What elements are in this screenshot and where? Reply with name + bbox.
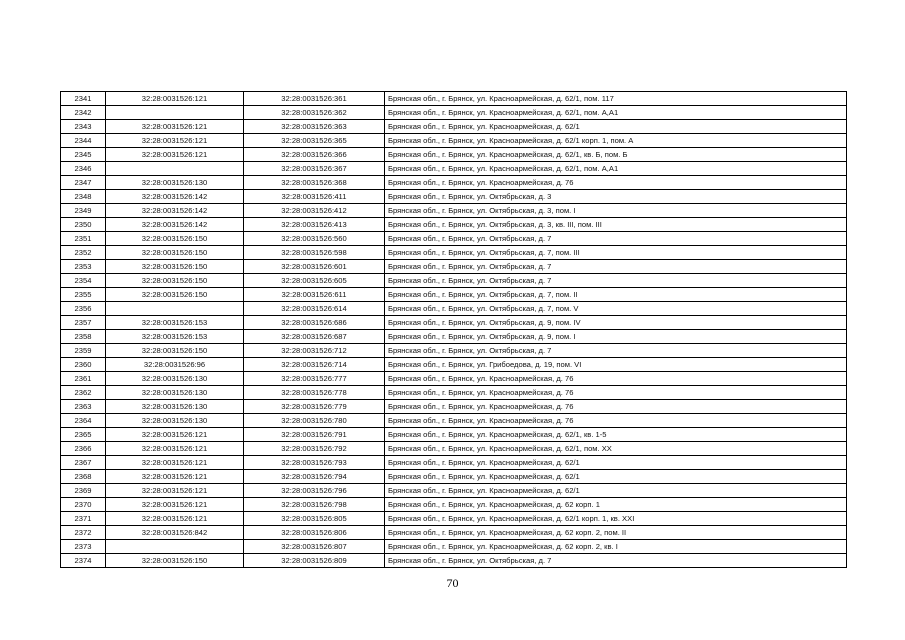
address-cell: Брянская обл., г. Брянск, ул. Октябрьская, д. 3, кв. III, пом. III [385,218,847,232]
parcel-number-cell: 32:28:0031526:142 [106,190,244,204]
object-number-cell: 32:28:0031526:412 [244,204,385,218]
table-row [61,190,847,204]
parcel-number-cell: 32:28:0031526:150 [106,232,244,246]
cadastral-table [60,91,847,568]
row-number-cell: 2364 [61,414,106,428]
object-number-cell: 32:28:0031526:365 [244,134,385,148]
row-number-cell: 2358 [61,330,106,344]
parcel-number-cell: 32:28:0031526:130 [106,176,244,190]
table-row [61,134,847,148]
address-cell: Брянская обл., г. Брянск, ул. Красноармейская, д. 62/1 [385,470,847,484]
address-cell: Брянская обл., г. Брянск, ул. Октябрьская, д. 7 [385,554,847,568]
row-number-cell: 2353 [61,260,106,274]
parcel-number-cell: 32:28:0031526:142 [106,218,244,232]
row-number-cell: 2348 [61,190,106,204]
address-cell: Брянская обл., г. Брянск, ул. Октябрьская, д. 7 [385,232,847,246]
row-number-cell: 2344 [61,134,106,148]
parcel-number-cell: 32:28:0031526:121 [106,470,244,484]
object-number-cell: 32:28:0031526:611 [244,288,385,302]
object-number-cell: 32:28:0031526:413 [244,218,385,232]
parcel-number-cell: 32:28:0031526:150 [106,344,244,358]
table-row [61,358,847,372]
table-row [61,316,847,330]
table-row [61,442,847,456]
parcel-number-cell: 32:28:0031526:150 [106,246,244,260]
row-number-cell: 2365 [61,428,106,442]
parcel-number-cell [106,302,244,316]
table-row [61,498,847,512]
address-cell: Брянская обл., г. Брянск, ул. Красноармейская, д. 62/1, кв. 1-5 [385,428,847,442]
parcel-number-cell: 32:28:0031526:130 [106,414,244,428]
table-row [61,120,847,134]
table-row [61,414,847,428]
row-number-cell: 2346 [61,162,106,176]
table-row [61,400,847,414]
table-row [61,386,847,400]
table-row [61,302,847,316]
parcel-number-cell: 32:28:0031526:121 [106,92,244,106]
cadastral-table-body [61,92,847,568]
row-number-cell: 2355 [61,288,106,302]
table-row [61,246,847,260]
row-number-cell: 2350 [61,218,106,232]
row-number-cell: 2359 [61,344,106,358]
parcel-number-cell: 32:28:0031526:121 [106,134,244,148]
parcel-number-cell: 32:28:0031526:150 [106,260,244,274]
address-cell: Брянская обл., г. Брянск, ул. Октябрьская, д. 7 [385,260,847,274]
parcel-number-cell: 32:28:0031526:842 [106,526,244,540]
page-number: 70 [446,576,459,590]
table-row [61,526,847,540]
address-cell: Брянская обл., г. Брянск, ул. Октябрьская, д. 7, пом. III [385,246,847,260]
row-number-cell: 2347 [61,176,106,190]
table-row [61,232,847,246]
table-row [61,484,847,498]
object-number-cell: 32:28:0031526:805 [244,512,385,526]
object-number-cell: 32:28:0031526:793 [244,456,385,470]
object-number-cell: 32:28:0031526:714 [244,358,385,372]
table-row [61,372,847,386]
parcel-number-cell: 32:28:0031526:121 [106,442,244,456]
parcel-number-cell [106,540,244,554]
address-cell: Брянская обл., г. Брянск, ул. Октябрьская, д. 7, пом. II [385,288,847,302]
table-row [61,470,847,484]
address-cell: Брянская обл., г. Брянск, ул. Красноармейская, д. 62/1 корп. 1, пом. А [385,134,847,148]
address-cell: Брянская обл., г. Брянск, ул. Октябрьская, д. 9, пом. IV [385,316,847,330]
object-number-cell: 32:28:0031526:368 [244,176,385,190]
address-cell: Брянская обл., г. Брянск, ул. Октябрьская, д. 3 [385,190,847,204]
address-cell: Брянская обл., г. Брянск, ул. Красноармейская, д. 62/1 [385,484,847,498]
object-number-cell: 32:28:0031526:807 [244,540,385,554]
address-cell: Брянская обл., г. Брянск, ул. Красноармейская, д. 62/1, кв. Б, пом. Б [385,148,847,162]
row-number-cell: 2349 [61,204,106,218]
address-cell: Брянская обл., г. Брянск, ул. Красноармейская, д. 62/1 корп. 1, кв. XXI [385,512,847,526]
row-number-cell: 2342 [61,106,106,120]
parcel-number-cell: 32:28:0031526:96 [106,358,244,372]
table-row [61,330,847,344]
table-row [61,456,847,470]
row-number-cell: 2369 [61,484,106,498]
address-cell: Брянская обл., г. Брянск, ул. Красноармейская, д. 62 корп. 2, пом. II [385,526,847,540]
parcel-number-cell: 32:28:0031526:130 [106,386,244,400]
address-cell: Брянская обл., г. Брянск, ул. Красноармейская, д. 62/1 [385,456,847,470]
table-row [61,106,847,120]
object-number-cell: 32:28:0031526:794 [244,470,385,484]
row-number-cell: 2357 [61,316,106,330]
row-number-cell: 2371 [61,512,106,526]
table-row [61,204,847,218]
row-number-cell: 2367 [61,456,106,470]
object-number-cell: 32:28:0031526:366 [244,148,385,162]
parcel-number-cell: 32:28:0031526:153 [106,330,244,344]
table-row [61,540,847,554]
address-cell: Брянская обл., г. Брянск, ул. Октябрьская, д. 7 [385,344,847,358]
object-number-cell: 32:28:0031526:778 [244,386,385,400]
address-cell: Брянская обл., г. Брянск, ул. Красноармейская, д. 76 [385,400,847,414]
address-cell: Брянская обл., г. Брянск, ул. Красноармейская, д. 76 [385,414,847,428]
parcel-number-cell: 32:28:0031526:121 [106,512,244,526]
parcel-number-cell: 32:28:0031526:121 [106,120,244,134]
row-number-cell: 2356 [61,302,106,316]
row-number-cell: 2366 [61,442,106,456]
parcel-number-cell [106,162,244,176]
parcel-number-cell: 32:28:0031526:142 [106,204,244,218]
parcel-number-cell: 32:28:0031526:150 [106,554,244,568]
table-row [61,148,847,162]
table-row [61,344,847,358]
table-row [61,92,847,106]
row-number-cell: 2368 [61,470,106,484]
table-row [61,554,847,568]
row-number-cell: 2362 [61,386,106,400]
row-number-cell: 2363 [61,400,106,414]
object-number-cell: 32:28:0031526:598 [244,246,385,260]
address-cell: Брянская обл., г. Брянск, ул. Красноармейская, д. 76 [385,386,847,400]
object-number-cell: 32:28:0031526:605 [244,274,385,288]
table-row [61,176,847,190]
object-number-cell: 32:28:0031526:367 [244,162,385,176]
row-number-cell: 2373 [61,540,106,554]
parcel-number-cell: 32:28:0031526:121 [106,456,244,470]
parcel-number-cell: 32:28:0031526:153 [106,316,244,330]
object-number-cell: 32:28:0031526:361 [244,92,385,106]
object-number-cell: 32:28:0031526:614 [244,302,385,316]
table-row [61,218,847,232]
table-row [61,512,847,526]
address-cell: Брянская обл., г. Брянск, ул. Красноармейская, д. 62/1, пом. XX [385,442,847,456]
object-number-cell: 32:28:0031526:687 [244,330,385,344]
object-number-cell: 32:28:0031526:798 [244,498,385,512]
row-number-cell: 2360 [61,358,106,372]
object-number-cell: 32:28:0031526:809 [244,554,385,568]
row-number-cell: 2370 [61,498,106,512]
row-number-cell: 2354 [61,274,106,288]
table-row [61,288,847,302]
address-cell: Брянская обл., г. Брянск, ул. Октябрьская, д. 7 [385,274,847,288]
object-number-cell: 32:28:0031526:792 [244,442,385,456]
address-cell: Брянская обл., г. Брянск, ул. Красноармейская, д. 62 корп. 1 [385,498,847,512]
address-cell: Брянская обл., г. Брянск, ул. Красноармейская, д. 62/1, пом. 117 [385,92,847,106]
address-cell: Брянская обл., г. Брянск, ул. Октябрьская, д. 9, пом. I [385,330,847,344]
row-number-cell: 2345 [61,148,106,162]
address-cell: Брянская обл., г. Брянск, ул. Красноармейская, д. 76 [385,176,847,190]
table-row [61,260,847,274]
parcel-number-cell: 32:28:0031526:121 [106,484,244,498]
address-cell: Брянская обл., г. Брянск, ул. Красноармейская, д. 62/1, пом. А,А1 [385,162,847,176]
object-number-cell: 32:28:0031526:601 [244,260,385,274]
row-number-cell: 2372 [61,526,106,540]
object-number-cell: 32:28:0031526:777 [244,372,385,386]
parcel-number-cell: 32:28:0031526:150 [106,274,244,288]
address-cell: Брянская обл., г. Брянск, ул. Красноармейская, д. 62 корп. 2, кв. I [385,540,847,554]
parcel-number-cell: 32:28:0031526:130 [106,372,244,386]
parcel-number-cell: 32:28:0031526:121 [106,498,244,512]
row-number-cell: 2374 [61,554,106,568]
object-number-cell: 32:28:0031526:362 [244,106,385,120]
address-cell: Брянская обл., г. Брянск, ул. Красноармейская, д. 62/1 [385,120,847,134]
parcel-number-cell: 32:28:0031526:130 [106,400,244,414]
object-number-cell: 32:28:0031526:686 [244,316,385,330]
parcel-number-cell: 32:28:0031526:121 [106,148,244,162]
object-number-cell: 32:28:0031526:779 [244,400,385,414]
address-cell: Брянская обл., г. Брянск, ул. Грибоедова, д. 19, пом. VI [385,358,847,372]
parcel-number-cell: 32:28:0031526:121 [106,428,244,442]
parcel-number-cell: 32:28:0031526:150 [106,288,244,302]
table-row [61,274,847,288]
parcel-number-cell [106,106,244,120]
row-number-cell: 2352 [61,246,106,260]
object-number-cell: 32:28:0031526:712 [244,344,385,358]
object-number-cell: 32:28:0031526:806 [244,526,385,540]
address-cell: Брянская обл., г. Брянск, ул. Октябрьская, д. 3, пом. I [385,204,847,218]
object-number-cell: 32:28:0031526:560 [244,232,385,246]
table-row [61,428,847,442]
table-row [61,162,847,176]
address-cell: Брянская обл., г. Брянск, ул. Красноармейская, д. 62/1, пом. А,А1 [385,106,847,120]
address-cell: Брянская обл., г. Брянск, ул. Октябрьская, д. 7, пом. V [385,302,847,316]
row-number-cell: 2351 [61,232,106,246]
object-number-cell: 32:28:0031526:411 [244,190,385,204]
row-number-cell: 2361 [61,372,106,386]
row-number-cell: 2341 [61,92,106,106]
object-number-cell: 32:28:0031526:780 [244,414,385,428]
object-number-cell: 32:28:0031526:363 [244,120,385,134]
object-number-cell: 32:28:0031526:796 [244,484,385,498]
row-number-cell: 2343 [61,120,106,134]
object-number-cell: 32:28:0031526:791 [244,428,385,442]
address-cell: Брянская обл., г. Брянск, ул. Красноармейская, д. 76 [385,372,847,386]
